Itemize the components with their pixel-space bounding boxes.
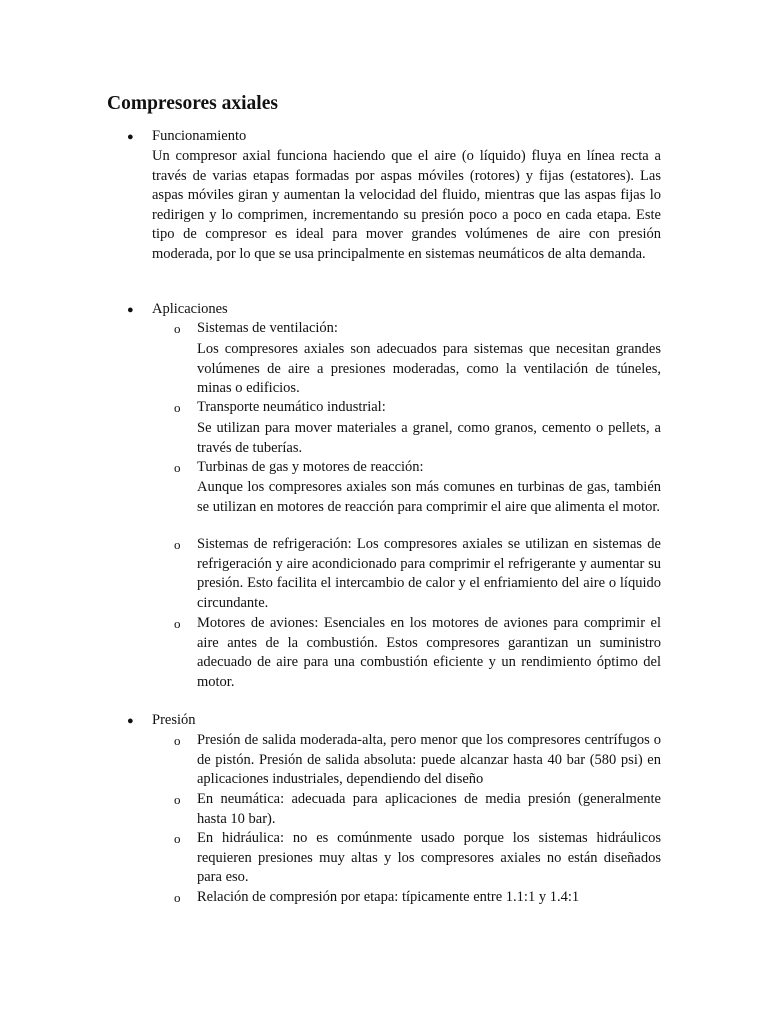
sub-bullet-marker: o bbox=[174, 616, 181, 631]
item-text-refrigeracion: Sistemas de refrigeración: Los compresores axiales se utilizan en sistemas de refrigeración y aire acondicionado para comprimir el refrigerante y aumentar su presión. Esto facilita el intercambio de calor y el enfriamiento del aire o líquido circundante. bbox=[197, 536, 661, 611]
sub-bullet-marker: o bbox=[174, 321, 181, 336]
sub-bullet-marker: o bbox=[174, 537, 181, 552]
bullet-marker: ● bbox=[127, 131, 134, 143]
item-text-transporte: Se utilizan para mover materiales a granel, como granos, cemento o pellets, a través de tuberías. bbox=[197, 420, 661, 456]
item-label-turbinas: Turbinas de gas y motores de reacción: bbox=[197, 459, 424, 475]
document-title: Compresores axiales bbox=[107, 93, 278, 114]
section-heading-aplicaciones: Aplicaciones bbox=[152, 301, 228, 317]
section-text-funcionamiento: Un compresor axial funciona haciendo que el aire (o líquido) fluya en línea recta a través de varias etapas formadas por aspas móviles (rotores) y fijas (estatores). Las aspas móviles giran y aumentan la velocidad del fluido, mientras que las aspas fijas lo redirigen y lo comprimen, incrementando su presión poco a poco en cada etapa. Este tipo de compresor es ideal para mover grandes volúmenes de aire con presión moderada, por lo que se usa principalmente en sistemas neumáticos de alta demanda. bbox=[152, 148, 661, 262]
item-text-hidraulica: En hidráulica: no es comúnmente usado porque los sistemas hidráulicos requieren presiones muy altas y los compresores axiales no están diseñados para eso. bbox=[197, 830, 661, 886]
item-text-ventilacion: Los compresores axiales son adecuados para sistemas que necesitan grandes volúmenes de aire a presiones moderadas, como la ventilación de túneles, minas o edificios. bbox=[197, 341, 661, 397]
sub-bullet-marker: o bbox=[174, 400, 181, 415]
item-label-ventilacion: Sistemas de ventilación: bbox=[197, 320, 338, 336]
sub-bullet-marker: o bbox=[174, 831, 181, 846]
item-text-motores-aviones: Motores de aviones: Esenciales en los motores de aviones para comprimir el aire antes de la combustión. Estos compresores garantizan un suministro adecuado de aire para una combustión eficiente y un rendimiento óptimo del motor. bbox=[197, 615, 661, 690]
item-text-neumatica: En neumática: adecuada para aplicaciones de media presión (generalmente hasta 10 bar). bbox=[197, 791, 661, 827]
item-text-relacion-compresion: Relación de compresión por etapa: típicamente entre 1.1:1 y 1.4:1 bbox=[197, 889, 580, 905]
sub-bullet-marker: o bbox=[174, 890, 181, 905]
bullet-marker: ● bbox=[127, 304, 134, 316]
item-text-presion-salida: Presión de salida moderada-alta, pero menor que los compresores centrífugos o de pistón. Presión de salida absoluta: puede alcanzar hasta 40 bar (580 psi) en aplicaciones industriales, dependiendo del diseño bbox=[197, 732, 661, 788]
sub-bullet-marker: o bbox=[174, 733, 181, 748]
bullet-marker: ● bbox=[127, 715, 134, 727]
sub-bullet-marker: o bbox=[174, 792, 181, 807]
item-label-transporte: Transporte neumático industrial: bbox=[197, 399, 386, 415]
item-text-turbinas: Aunque los compresores axiales son más comunes en turbinas de gas, también se utilizan en motores de reacción para comprimir el aire que alimenta el motor. bbox=[197, 479, 661, 515]
section-heading-presion: Presión bbox=[152, 712, 196, 728]
sub-bullet-marker: o bbox=[174, 460, 181, 475]
section-heading-funcionamiento: Funcionamiento bbox=[152, 128, 247, 144]
